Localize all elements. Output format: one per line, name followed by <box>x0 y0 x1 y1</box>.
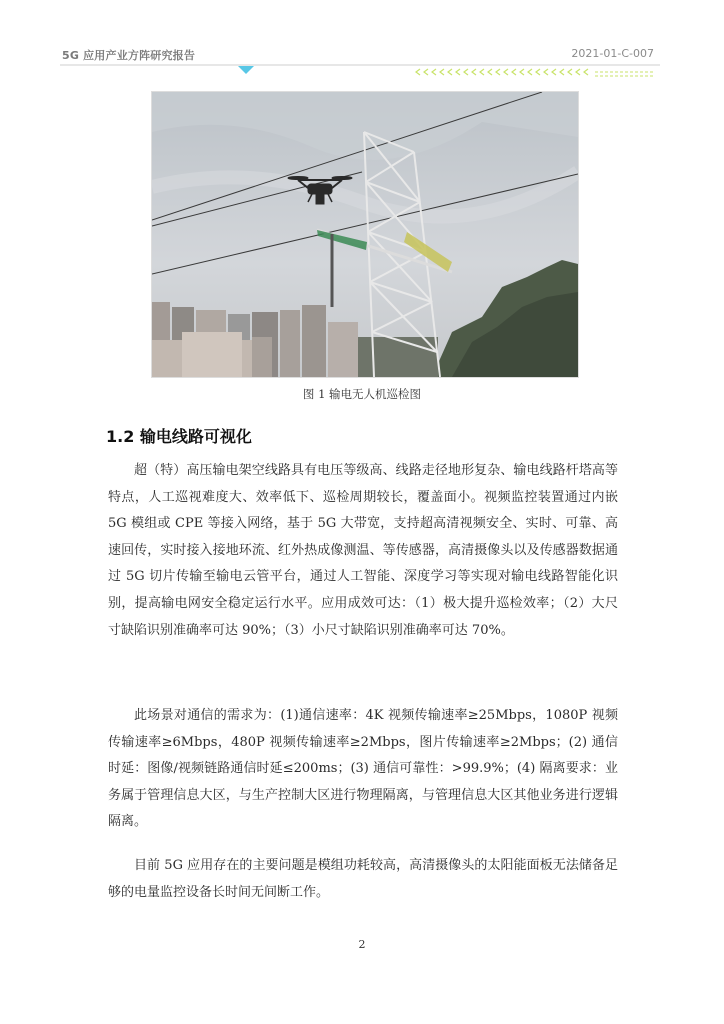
header-chevrons-icon <box>416 69 588 75</box>
page-header-title: 5G 应用产业方阵研究报告 <box>62 49 196 62</box>
report-code: 2021-01-C-007 <box>571 47 654 60</box>
figure-caption: 图 1 输电无人机巡检图 <box>302 387 422 401</box>
paragraph-3: 目前 5G 应用存在的主要问题是模组功耗较高，高清摄像头的太阳能面板无法储备足够的电量监控设备长时间无间断工作。 <box>108 858 618 900</box>
header-divider <box>60 62 660 82</box>
drone-inspection-photo <box>151 91 579 378</box>
header-triangle-icon <box>238 66 254 74</box>
section-title: 1.2 输电线路可视化 <box>106 427 252 446</box>
page-number: 2 <box>358 938 366 951</box>
paragraph-2: 此场景对通信的需求为：(1)通信速率：4K 视频传输速率≥25Mbps，1080P 视频传输速率≥6Mbps，480P 视频传输速率≥2Mbps，图片传输速率≥2Mbps；(2) 通信时延：图像/视频链路通信时延≤200ms；(3) 通信可靠性：>99.9%；(4) 隔离要求：业务属于管理信息大区，与生产控制大区进行物理隔离，与管理信息大区其他业务进行逻辑隔离。 <box>108 708 618 830</box>
paragraph-1: 超（特）高压输电架空线路具有电压等级高、线路走径地形复杂、输电线路杆塔高等特点，人工巡视难度大、效率低下、巡检周期较长，覆盖面小。视频监控装置通过内嵌 5G 模组或 CPE 等接入网络，基于 5G 大带宽，支持超高清视频安全、实时、可靠、高速回传，实时接入接地环流、红外热成像测温、等传感器，高清摄像头以及传感器数据通过 5G 切片传输至输电云管平台，通过人工智能、深度学习等实现对输电线路智能化识别，提高输电网安全稳定运行水平。应用成效可达：（1）极大提升巡检效率；（2）大尺寸缺陷识别准确率可达 90%；（3）小尺寸缺陷识别准确率可达 70%。 <box>108 463 618 638</box>
